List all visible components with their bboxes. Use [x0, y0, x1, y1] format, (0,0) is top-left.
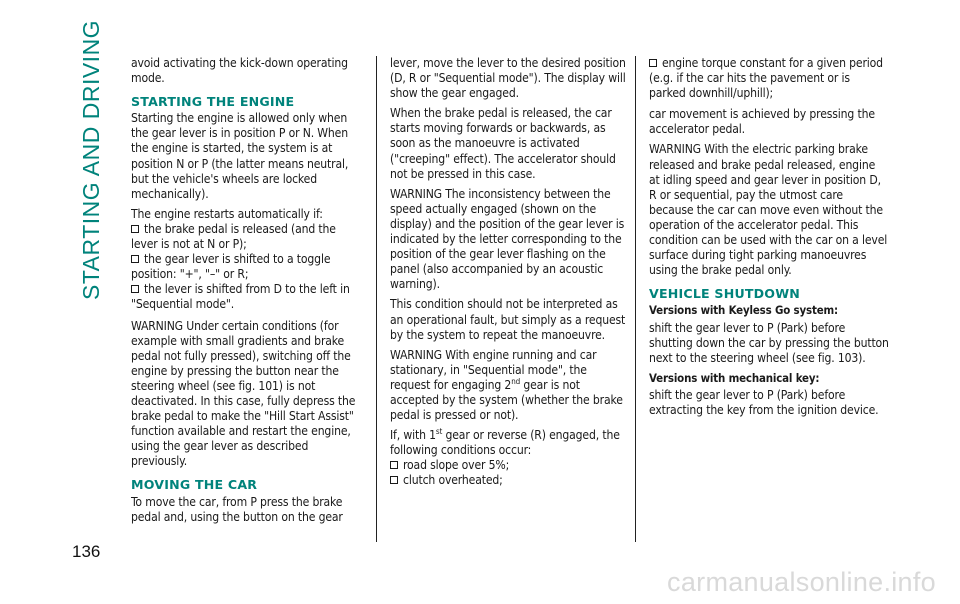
paragraph: car movement is achieved by pressing the accelerator pedal. — [649, 107, 875, 137]
checkbox-bullet-icon — [649, 59, 657, 67]
warning-paragraph: WARNING With engine running and car stationary, in "Sequential mode", the request for engaging 2nd gear is not accepted by the system (whether the brake pedal is pressed or not). — [390, 347, 623, 423]
paragraph: When the brake pedal is released, the car starts moving forwards or backwards, as soon as the manoeuvre is activated ("creeping" effect). The accelerator should not be pressed in this case. — [390, 106, 616, 181]
checkbox-bullet-icon — [390, 476, 398, 484]
subheading-mechanical-key: Versions with mechanical key: — [649, 370, 820, 385]
column-divider — [635, 56, 636, 542]
column-divider — [376, 56, 377, 542]
column-2 — [390, 56, 626, 495]
subheading-keyless-go: Versions with Keyless Go system: — [649, 303, 839, 318]
warning-paragraph: WARNING With the electric parking brake released and brake pedal released, engine at idling speed and gear lever in position D, R or sequential, pay the utmost care because the car can move even without the operation of the accelerator pedal. This condition can be used with the car on a level surface during tight parking manoeuvres using the brake pedal only. — [649, 142, 888, 278]
paragraph: To move the car, from P press the brake pedal and, using the button on the gear — [131, 494, 343, 524]
warning-paragraph: WARNING The inconsistency between the speed actually engaged (shown on the display) and the position of the gear lever is indicated by the letter corresponding to the position of the gear lever flashing on the panel (also accompanied by an acoustic warning). — [390, 186, 625, 292]
paragraph: If, with 1st gear or reverse (R) engaged, the following conditions occur: — [390, 427, 620, 458]
heading-vehicle-shutdown: VEHICLE SHUTDOWN — [649, 286, 801, 302]
paragraph: avoid activating the kick-down operating mode. — [131, 56, 348, 86]
checkbox-bullet-icon — [131, 285, 139, 293]
checkbox-bullet-icon — [131, 255, 139, 263]
list-item: road slope over 5%; — [390, 458, 626, 473]
paragraph: shift the gear lever to P (Park) before extracting the key from the ignition device. — [649, 387, 879, 417]
warning-paragraph: WARNING Under certain conditions (for example with small gradients and brake pedal not fully pressed), switching off the engine by pressing the button near the steering wheel (see fig. 101) is not deactivated. In this case, fully depress the brake pedal to make the "Hill Start Assist" function available and restart the engine, using the gear lever as described previously. — [131, 318, 356, 469]
paragraph: This condition should not be interpreted as an operational fault, but simply as a request by the system to repeat the manoeuvre. — [390, 297, 626, 342]
list-item: the lever is shifted from D to the left in "Sequential mode". — [131, 282, 350, 312]
paragraph: The engine restarts automatically if: — [131, 206, 323, 221]
heading-moving-car: MOVING THE CAR — [131, 477, 258, 493]
checkbox-bullet-icon — [131, 225, 139, 233]
paragraph: Starting the engine is allowed only when the gear lever is in position P or N. When the engine is started, the system is at position N or P (the latter means neutral, but the vehicle's wheels are locked mechanically). — [131, 111, 349, 201]
heading-starting-engine: STARTING THE ENGINE — [131, 94, 295, 110]
list-item: engine torque constant for a given period (e.g. if the car hits the pavement or is parked downhill/uphill); — [649, 56, 883, 101]
list-item: the gear lever is shifted to a toggle position: "+", "–" or R; — [131, 252, 331, 282]
watermark: carmanualsonline.info — [667, 567, 936, 597]
bullet-list — [390, 458, 626, 488]
paragraph: lever, move the lever to the desired position (D, R or "Sequential mode"). The display will show the gear engaged. — [390, 56, 626, 101]
list-item: the brake pedal is released (and the lever is not at N or P); — [131, 221, 336, 252]
list-item: clutch overheated; — [390, 473, 626, 488]
checkbox-bullet-icon — [390, 461, 398, 469]
paragraph: shift the gear lever to P (Park) before shutting down the car by pressing the button next to the steering wheel (see fig. 103). — [649, 320, 889, 365]
page-number: 136 — [72, 542, 101, 561]
section-title: STARTING AND DRIVING — [78, 19, 104, 300]
bullet-list — [649, 56, 889, 101]
column-1 — [131, 56, 363, 530]
bullet-list — [131, 222, 363, 313]
column-3 — [649, 56, 889, 423]
